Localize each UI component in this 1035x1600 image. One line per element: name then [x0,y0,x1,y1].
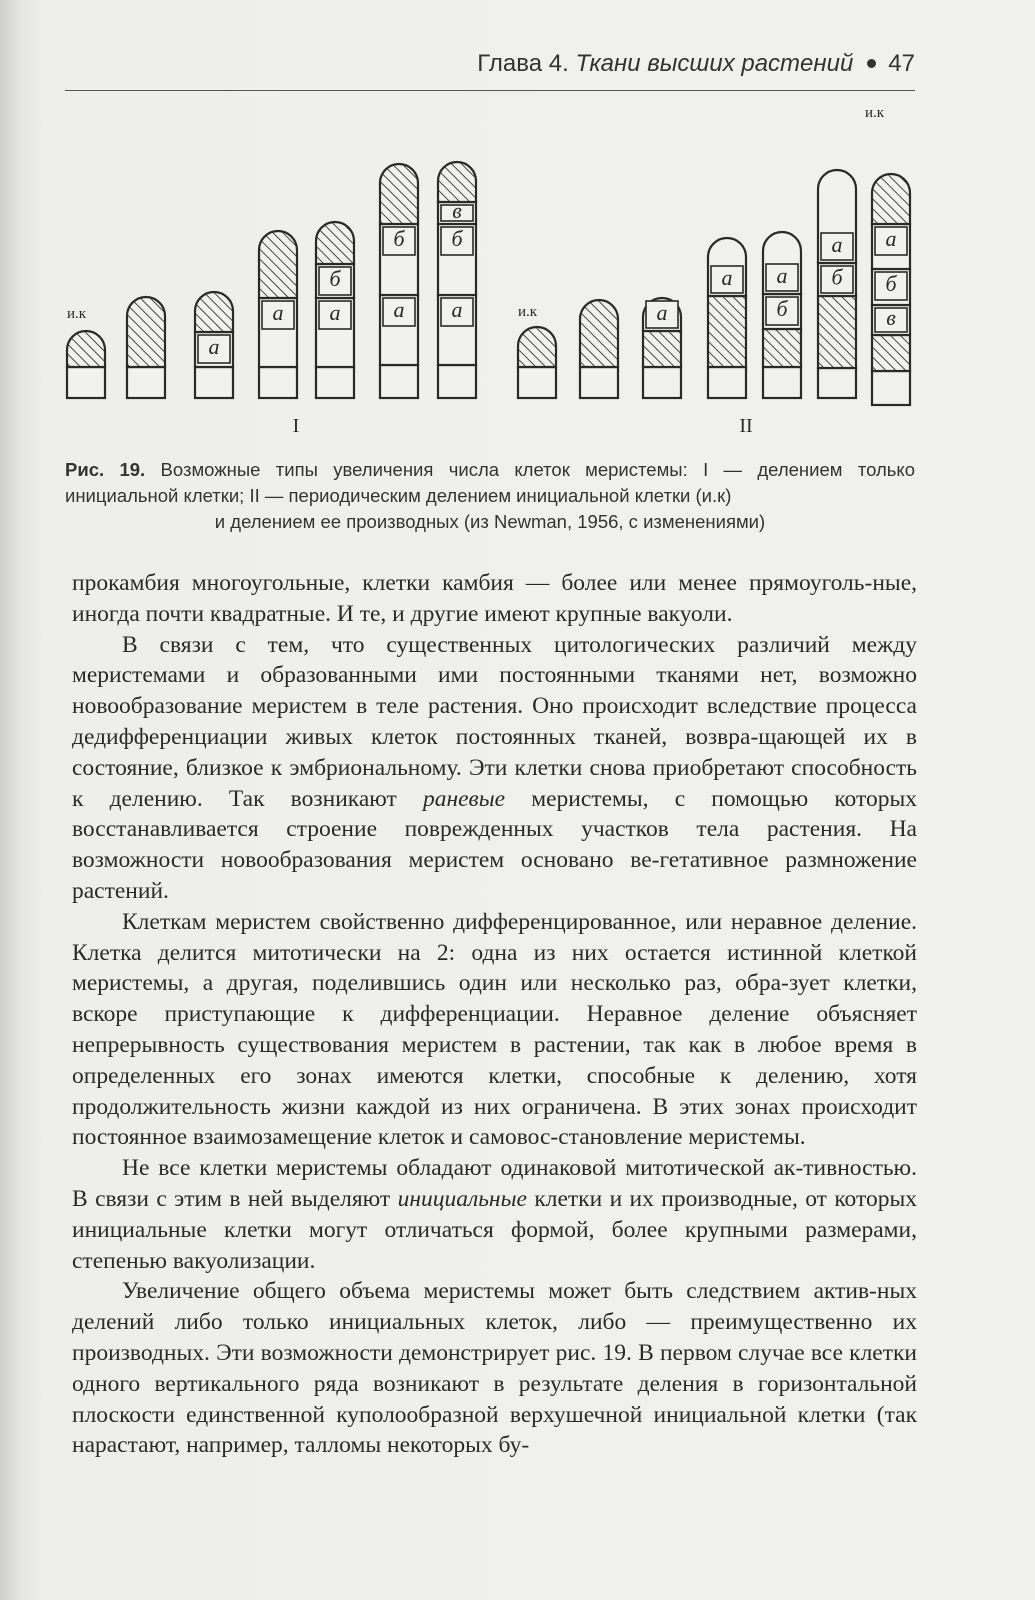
initial-cell-dome [872,174,910,224]
meristem-cell [580,367,618,398]
cell-letter: а [451,297,463,323]
initial-cell-dome [518,327,556,367]
header-chapter: Глава 4. [477,50,569,77]
term-ranevye: раневые [422,785,506,812]
body-text [72,568,917,1461]
initial-cell-dome [259,231,297,298]
initial-cell-dome [580,300,618,367]
meristem-cell [818,368,856,398]
initial-cell-label: и.к [865,105,885,121]
header-text [477,50,915,78]
paragraph-5: Увеличение общего объема меристемы может быть следствием актив-ных делений либо только инициальных клеток, либо — преимущественно их производных. Эти возможности демонстрирует рис. 19. В первом случае все клетки одного вертикального ряда возникают в результате деления в горизонтальной плоскости единственной куполообразной верхушечной инициальной клетки (так нарастают, например, талломы некоторых бу- [72,1278,917,1459]
initial-cell-dome [380,164,418,224]
initial-cell-dome [316,222,354,264]
group-label-2: II [739,415,753,437]
group-label-1: I [292,415,300,437]
page-number: 47 [888,50,915,77]
paragraph-4-part-b: клетки и их производные, от которых инициальные клетки могут отличаться формой, более крупными размерами, степенью вакуолизации. [72,1185,918,1274]
cell-letter: а [329,300,341,326]
initial-cell-label: и.к [67,306,87,322]
meristem-cell [872,371,910,405]
paragraph-2-part-a: В связи с тем, что существенных цитологических различий между меристемами и образованными ими постоянными тканями нет, возможно новообразование меристем в теле растения. Оно происходит вследствие процесса дедифференциации живых клеток постоянных тканей, возвра-щающей их в состояние, близкое к эмбриональному. Эти клетки снова приобретают способность к делению. Так возникают [72,631,917,812]
cell-letter: б [831,264,843,290]
meristem-cell [643,367,681,398]
paragraph-4 [72,1153,917,1276]
meristem-cell [763,329,801,367]
meristem-cell [67,367,105,398]
meristem-cell [259,367,297,398]
cell-letter: б [451,226,463,252]
cell-letter: в [886,305,896,331]
caption-label: Рис. 19. [65,459,146,480]
paragraph-1: прокамбия многоугольные, клетки камбия — более или менее прямоуголь-ные, иногда почти квадратные. И те, и другие имеют крупные вакуоли. [72,570,917,627]
initial-cell-dome [127,297,165,367]
cell-letter: а [831,232,843,258]
meristem-cell [643,331,681,367]
cell-letter: а [272,300,284,326]
initial-cell-label: и.к [518,304,538,320]
cell-letter: в [452,198,462,224]
caption-text: Возможные типы увеличения числа клеток меристемы: I — делением только инициальной клетки; II — периодическим делением инициальной клетки (и.к) [65,459,916,506]
initial-cell-dome [67,331,105,367]
meristem-cell [438,365,476,398]
running-header [65,48,915,91]
caption-text-line3: и делением ее производных (из Newman, 1956, с изменениями) [214,511,766,532]
meristem-cell [316,367,354,398]
paragraph-2 [72,630,917,907]
bullet-icon [867,59,876,68]
cell-letter: а [208,334,220,360]
meristem-cell [518,367,556,398]
meristem-cell [708,367,746,398]
cell-letter: а [393,297,405,323]
paragraph-2-part-b: меристемы, с помощью которых восстанавливается строение поврежденных участков тела растения. На возможности новообразования меристем основано ве-гетативное размножение растений. [72,785,917,904]
initial-cell-dome [438,162,476,202]
cell-letter: а [656,300,668,326]
cell-letter: б [885,271,897,297]
figure-19-meristem-diagram [0,95,1035,440]
cell-letter: а [885,226,897,252]
term-initsialnye: инициальные [397,1185,527,1212]
cell-letter: б [393,226,405,252]
meristem-cell [380,365,418,398]
meristem-cell [872,335,910,371]
cell-letter: а [776,263,788,289]
meristem-cell [195,367,233,398]
paragraph-4-part-a: Не все клетки меристемы обладают одинаковой митотической ак-тивностью. В связи с этим в ней выделяют [72,1155,917,1212]
paragraph-3: Клеткам меристем свойственно дифференцированное, или неравное деление. Клетка делится митотически на 2: одна из них остается истинной клеткой меристемы, а другая, поделившись один или несколько раз, обра-зует клетки, вскоре приступающие к дифференциации. Неравное деление объясняет непрерывность существования меристем в растении, так как в любое время в определенных его зонах имеются клетки, способные к делению, хотя продолжительность жизни каждой из них ограничена. В этих зонах происходит постоянное взаимозамещение клеток и самовос-становление меристемы. [72,908,917,1151]
meristem-cell [763,367,801,398]
cell-letter: б [776,296,788,322]
figure-caption [65,457,915,535]
meristem-cell [127,367,165,398]
initial-cell-dome [195,292,233,332]
header-title: Ткани высших растений [575,50,854,77]
cell-letter: б [329,266,341,292]
meristem-cell [708,296,746,367]
cell-letter: а [721,265,733,291]
meristem-cell [818,296,856,368]
